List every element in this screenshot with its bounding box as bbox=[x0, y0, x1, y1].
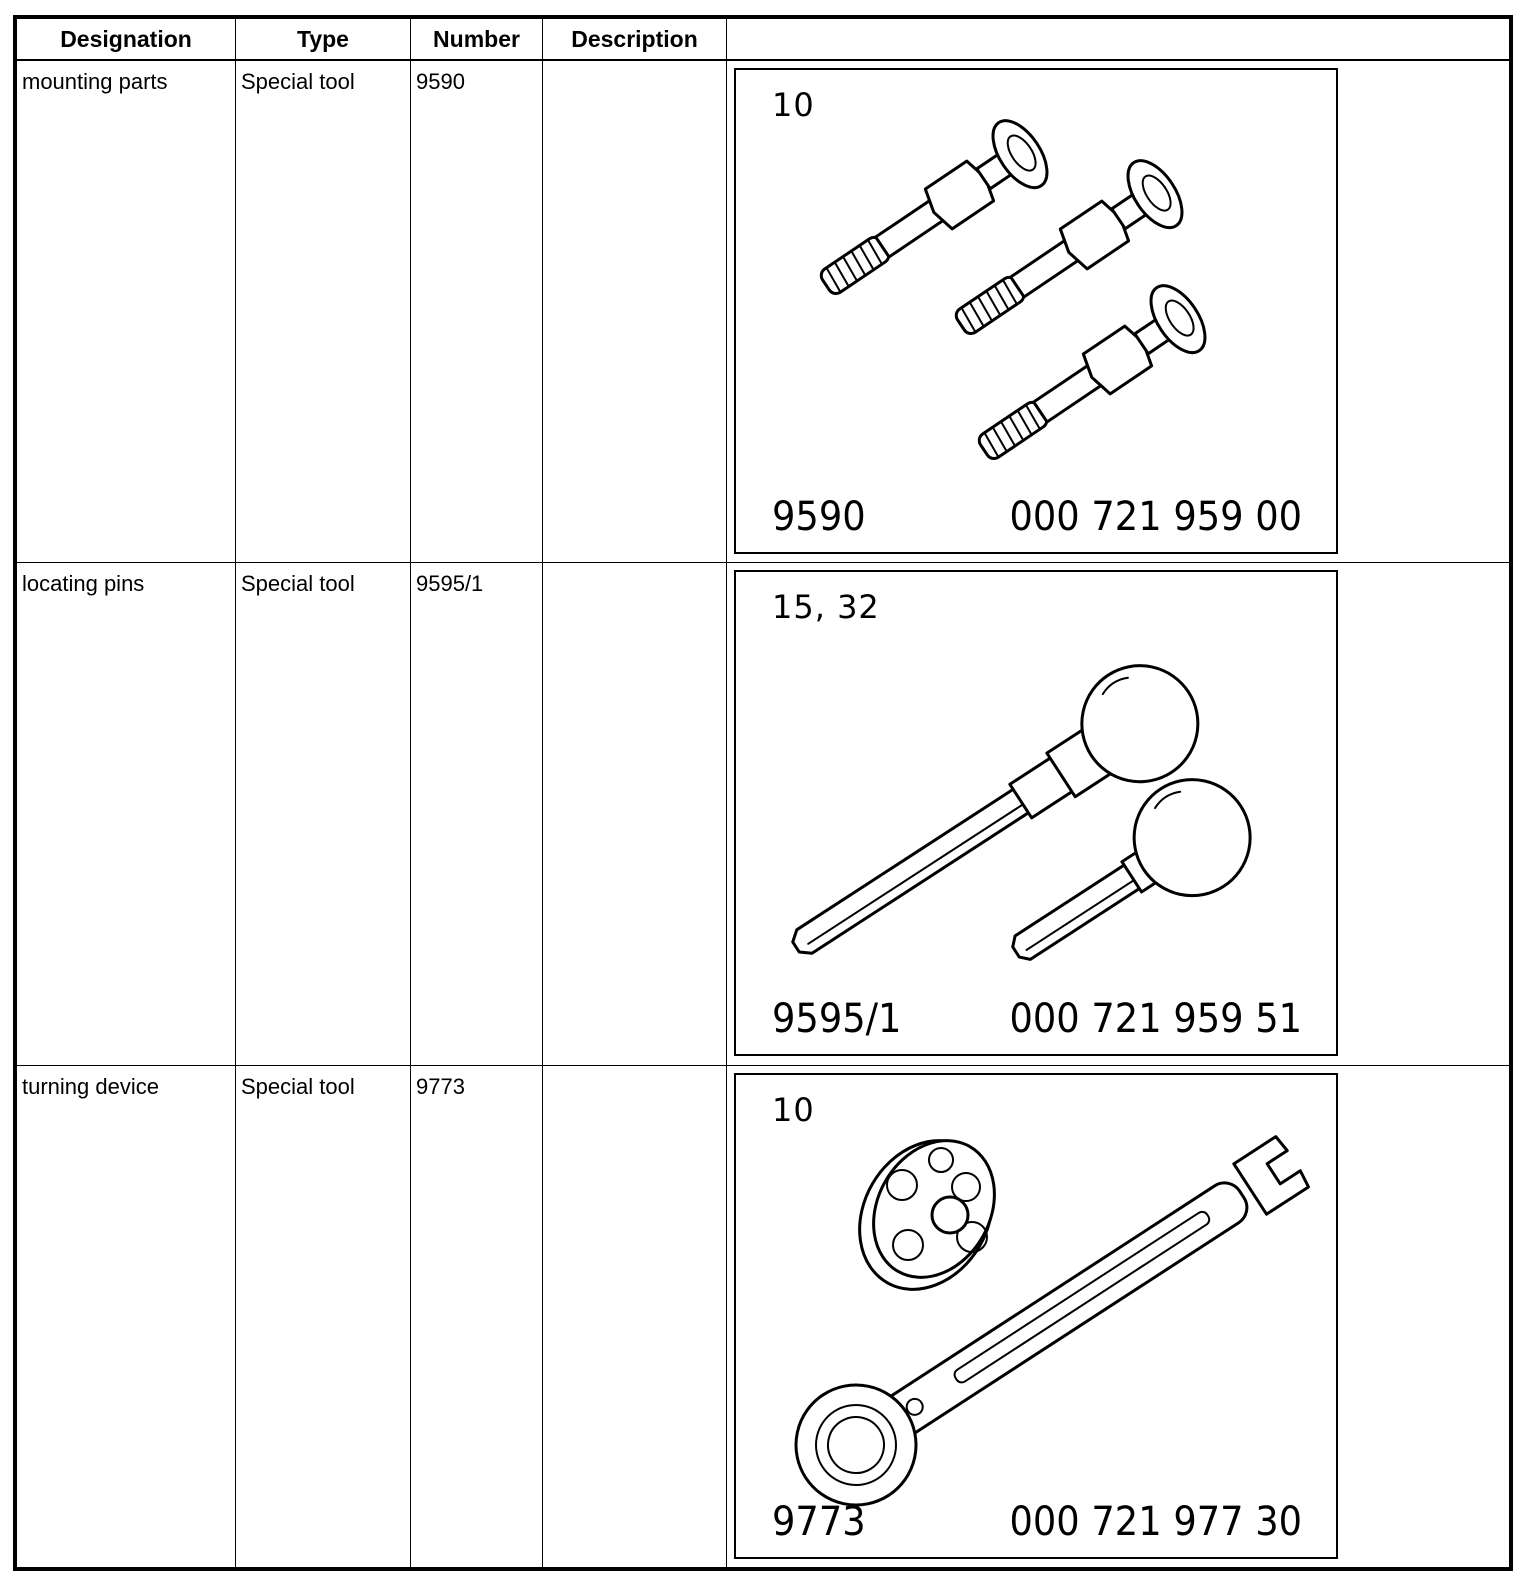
table-row bbox=[17, 1065, 1510, 1567]
description-cell bbox=[543, 563, 727, 1065]
description-cell bbox=[543, 1065, 727, 1567]
type-cell: Special tool bbox=[236, 563, 411, 1065]
special-tools-sheet bbox=[13, 15, 1513, 1571]
table-row bbox=[17, 60, 1510, 563]
header-number: Number bbox=[411, 19, 543, 61]
designation-cell: turning device bbox=[17, 1065, 236, 1567]
quantity-label: 10 bbox=[772, 86, 815, 124]
figure-cell bbox=[727, 60, 1510, 563]
figure-part-number: 000 721 959 00 bbox=[1009, 494, 1302, 540]
tool-figure bbox=[734, 570, 1338, 1056]
quantity-label: 15, 32 bbox=[772, 588, 880, 627]
figure-cell bbox=[727, 563, 1510, 1065]
figure-tool-number: 9595/1 bbox=[772, 996, 902, 1043]
figure-part-number: 000 721 959 51 bbox=[1009, 996, 1302, 1043]
tool-figure bbox=[734, 68, 1338, 554]
designation-cell: locating pins bbox=[17, 563, 236, 1065]
header-description: Description bbox=[543, 19, 727, 61]
number-cell: 9590 bbox=[411, 60, 543, 563]
type-cell: Special tool bbox=[236, 60, 411, 563]
header-designation: Designation bbox=[17, 19, 236, 61]
number-cell: 9595/1 bbox=[411, 563, 543, 1065]
tool-figure bbox=[734, 1073, 1338, 1559]
table-header-row bbox=[17, 19, 1510, 61]
header-figure bbox=[727, 19, 1510, 61]
figure-part-number: 000 721 977 30 bbox=[1009, 1498, 1302, 1545]
number-cell: 9773 bbox=[411, 1065, 543, 1567]
figure-tool-number: 9590 bbox=[772, 494, 866, 540]
designation-cell: mounting parts bbox=[17, 60, 236, 563]
ratchet-wrench-icon bbox=[736, 1075, 1336, 1557]
type-cell: Special tool bbox=[236, 1065, 411, 1567]
special-tools-table bbox=[16, 18, 1510, 1568]
table-row bbox=[17, 563, 1510, 1065]
description-cell bbox=[543, 60, 727, 563]
header-type: Type bbox=[236, 19, 411, 61]
figure-cell bbox=[727, 1065, 1510, 1567]
quantity-label: 10 bbox=[772, 1090, 815, 1129]
mounting-bolts-icon bbox=[736, 70, 1336, 552]
locating-pins-icon bbox=[736, 572, 1336, 1054]
figure-tool-number: 9773 bbox=[772, 1498, 866, 1545]
